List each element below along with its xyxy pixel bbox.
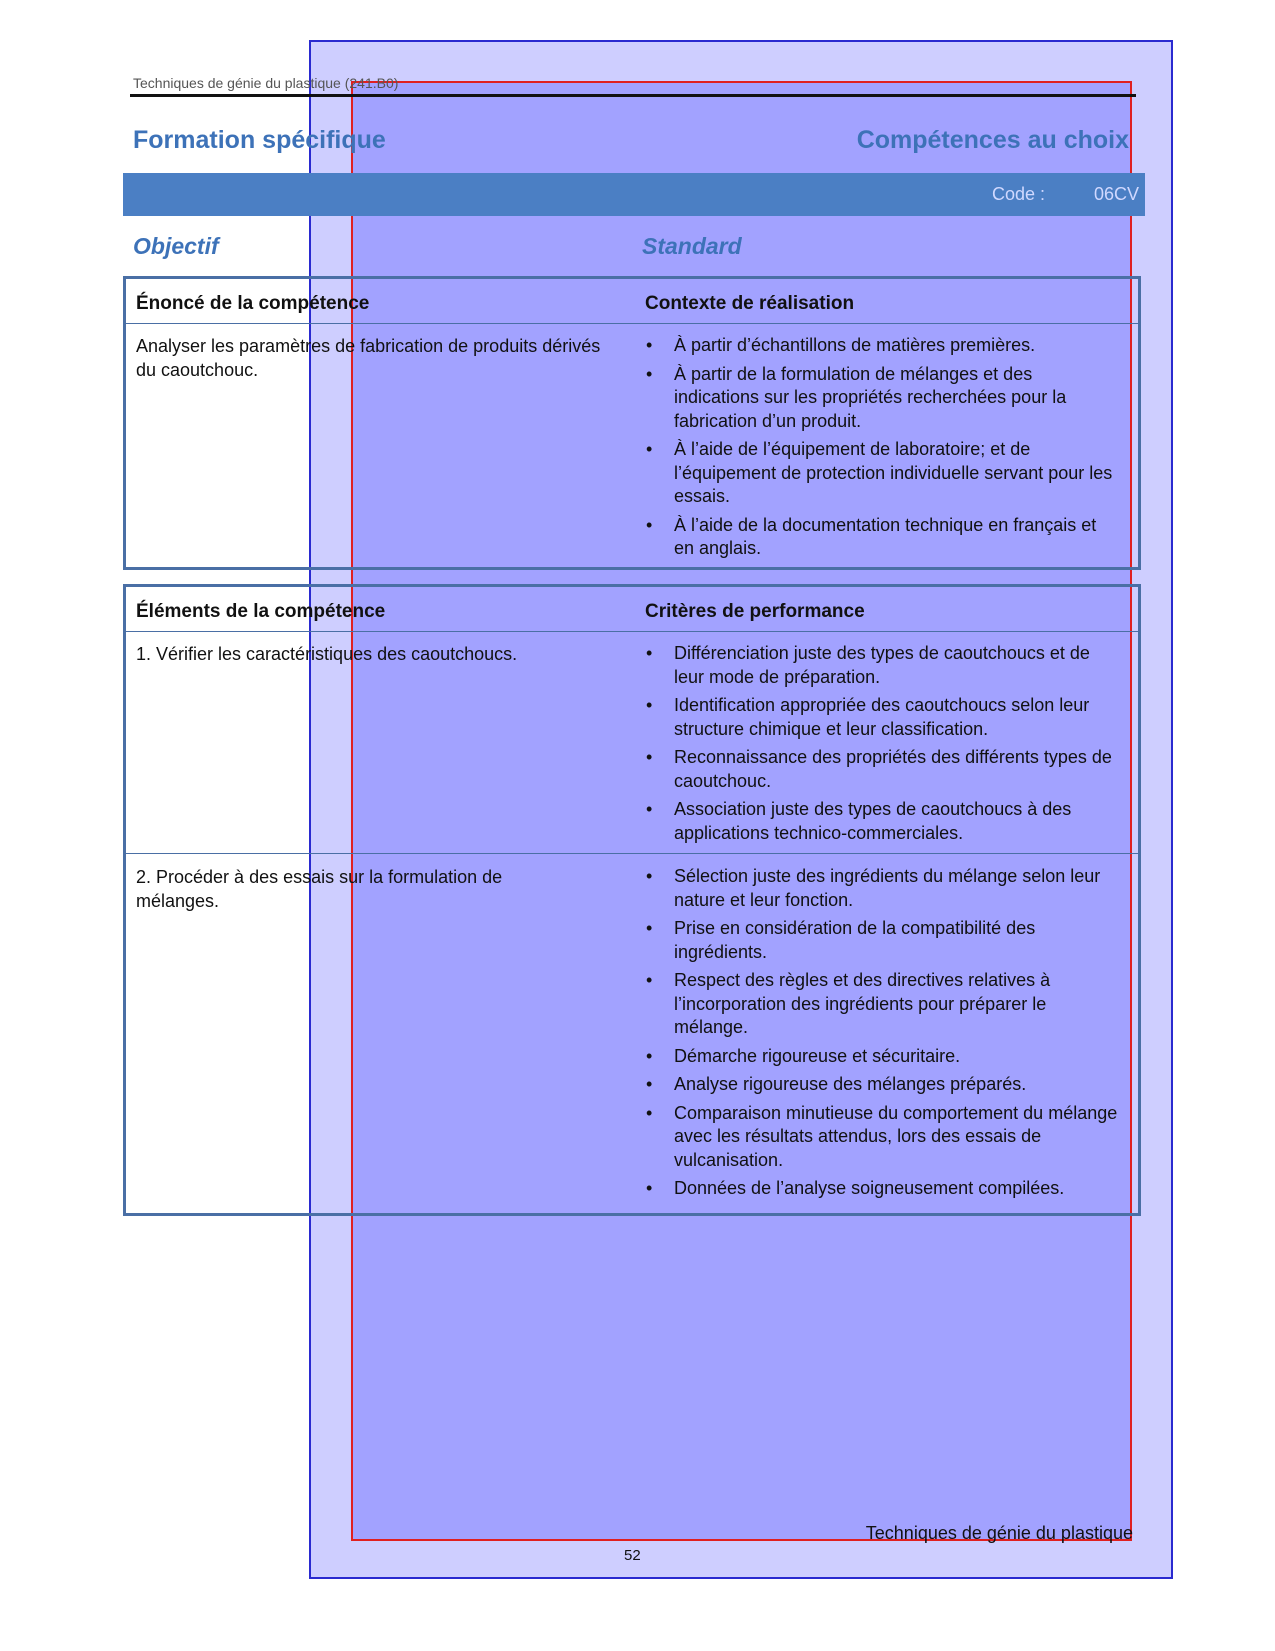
objective-heading: Objectif [133, 233, 219, 259]
program-header: Techniques de génie du plastique (241.B0) [133, 75, 399, 91]
criteria-header: Critères de performance [645, 601, 865, 622]
list-item: • Sélection juste des ingrédients du mélange selon leur nature et leur fonction. [646, 866, 1101, 910]
page-title: Formation spécifique [133, 126, 386, 154]
bullet-icon: • [646, 747, 653, 767]
table-divider [126, 323, 1138, 324]
bullet-icon: • [646, 514, 653, 535]
bullet-icon: • [646, 1102, 653, 1123]
elements-table [123, 584, 1141, 1216]
list-item: • Identification appropriée des caoutchoucs selon leur structure chimique et leur classification. [646, 695, 1090, 739]
code-label: Code : [991, 184, 1045, 204]
bullet-icon: • [646, 866, 653, 886]
list-item: • Données de l’analyse soigneusement compilées. [645, 1177, 1120, 1201]
row-divider [126, 853, 1138, 854]
standard-heading: Standard [642, 233, 742, 259]
table-divider [126, 631, 1138, 632]
page-subtitle: Compétences au choix [856, 126, 1129, 154]
list-item: • Prise en considération de la compatibilité des ingrédients. [646, 918, 1036, 962]
list-item: • Différenciation juste des types de caoutchoucs et de leur mode de préparation. [646, 643, 1090, 687]
bullet-icon: • [646, 970, 653, 990]
bullet-icon: • [646, 1074, 653, 1094]
code-value: 06CV [1093, 184, 1139, 204]
competence-statement: Analyser les paramètres de fabrication de produits dérivés du caoutchouc. [136, 336, 601, 380]
list-item: • Comparaison minutieuse du comportement du mélange avec les résultats attendus, lors des essais de vulcanisation. [646, 1102, 1118, 1170]
footer-program: Techniques de génie du plastique [865, 1523, 1133, 1543]
bullet-icon: • [646, 643, 653, 663]
list-item: • Démarche rigoureuse et sécuritaire. [645, 1045, 1120, 1069]
list-item: • Respect des règles et des directives relatives à l’incorporation des ingrédients pour préparer le mélange. [646, 970, 1051, 1037]
context-list [645, 334, 1120, 566]
bullet-icon: • [646, 439, 653, 459]
bullet-icon: • [646, 918, 653, 938]
competence-table [123, 276, 1141, 570]
bullet-icon: • [646, 335, 653, 355]
list-item: • À l’aide de l’équipement de laboratoire; et de l’équipement de protection individuelle servant pour les essais. [646, 439, 1113, 506]
elements-header: Éléments de la compétence [136, 601, 386, 622]
criteria-list-1 [645, 642, 1120, 850]
header-rule [130, 94, 1136, 97]
element-1: 1. Vérifier les caractéristiques des caoutchoucs. [136, 644, 518, 664]
bullet-icon: • [646, 799, 653, 819]
list-item: • À l’aide de la documentation technique en français et en anglais. [646, 514, 1097, 558]
bullet-icon: • [646, 363, 653, 384]
criteria-list-2 [645, 865, 1120, 1206]
bullet-icon: • [646, 695, 653, 715]
list-item: • À partir d’échantillons de matières premières. [645, 334, 1120, 358]
page-number: 52 [624, 1547, 641, 1564]
statement-header: Énoncé de la compétence [136, 293, 370, 314]
bullet-icon: • [646, 1178, 653, 1198]
bullet-icon: • [646, 1045, 653, 1066]
list-item: • Reconnaissance des propriétés des différents types de caoutchouc. [646, 747, 1112, 791]
element-2: 2. Procéder à des essais sur la formulation de mélanges. [136, 867, 503, 911]
list-item: • À partir de la formulation de mélanges et des indications sur les propriétés recherchées pour la fabrication d’un produit. [646, 363, 1067, 431]
list-item: • Association juste des types de caoutchoucs à des applications technico-commerciales. [646, 799, 1072, 843]
list-item: • Analyse rigoureuse des mélanges préparés. [645, 1073, 1120, 1097]
context-header: Contexte de réalisation [645, 293, 855, 314]
